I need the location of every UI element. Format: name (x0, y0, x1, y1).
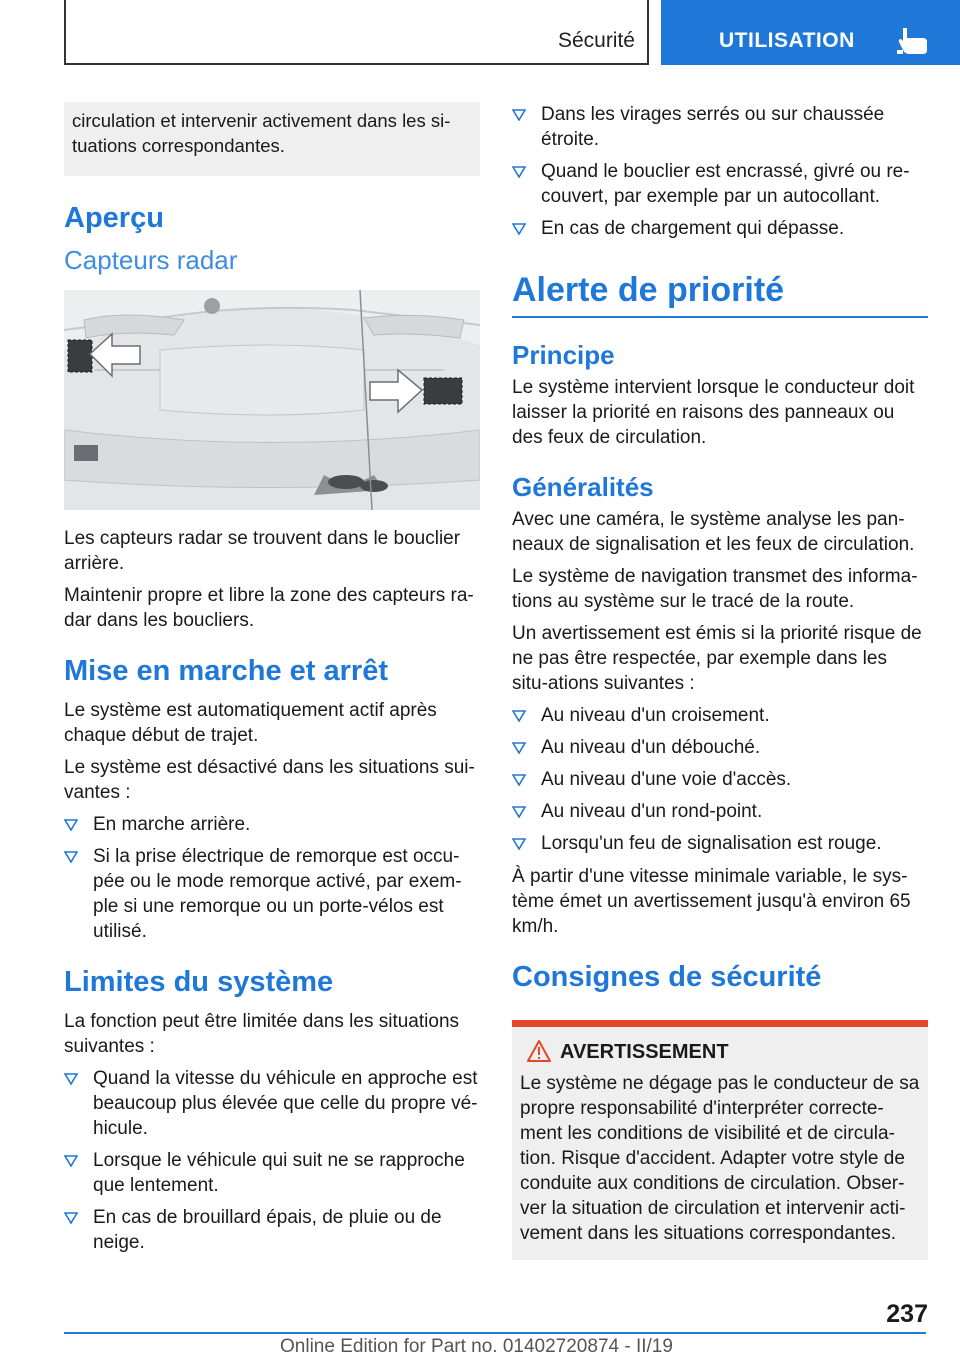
limits-heading: Limites du système (64, 966, 334, 998)
continued-text: circulation et intervenir activement dans les si-tuations correspondantes. (72, 110, 451, 156)
onoff-paragraph-1: Le système est automatiquement actif après chaque début de trajet. (64, 700, 437, 746)
list-item: Dans les virages serrés ou sur chaussée étroite. (512, 102, 928, 152)
triangle-bullet-icon (64, 1073, 78, 1085)
warning-label: AVERTISSEMENT (560, 1041, 729, 1063)
header-chapter-title: UTILISATION (719, 29, 855, 52)
triangle-bullet-icon (64, 851, 78, 863)
rear-bumper-radar-sensors-illustration (64, 290, 480, 510)
list-item: Au niveau d'une voie d'accès. (512, 767, 928, 792)
list-item: Lorsque le véhicule qui suit ne se rapproche que lentement. (64, 1148, 480, 1198)
page-number: 237 (886, 1300, 928, 1328)
triangle-bullet-icon (512, 774, 526, 786)
right-column (512, 102, 928, 1260)
general-paragraph-2: Le système de navigation transmet des informa-tions au système sur le tracé de la route. (512, 566, 918, 612)
warning-triangle-icon (526, 1039, 552, 1063)
header-section-box (64, 0, 649, 65)
priority-alert-heading: Alerte de priorité (512, 271, 928, 318)
triangle-bullet-icon (512, 223, 526, 235)
warning-box (512, 1027, 928, 1260)
radar-paragraph-2: Maintenir propre et libre la zone des capteurs ra-dar dans les boucliers. (64, 585, 474, 631)
general-list (512, 703, 928, 856)
overview-heading: Aperçu (64, 202, 164, 234)
triangle-bullet-icon (512, 109, 526, 121)
list-item: Si la prise électrique de remorque est occu-pée ou le mode remorque activé, par exem-ple si une remorque ou un porte-vélos est utilisé. (64, 844, 480, 944)
general-paragraph-1: Avec une caméra, le système analyse les pan-neaux de signalisation et les feux de circulation. (512, 509, 915, 555)
principle-paragraph: Le système intervient lorsque le conducteur doit laisser la priorité en raisons des panneaux ou des feux de circulation. (512, 377, 915, 448)
continued-box (64, 102, 480, 176)
triangle-bullet-icon (512, 838, 526, 850)
warning-title (520, 1039, 920, 1065)
radar-sensors-heading: Capteurs radar (64, 245, 238, 275)
triangle-bullet-icon (512, 710, 526, 722)
triangle-bullet-icon (512, 806, 526, 818)
limits-paragraph-1: La fonction peut être limitée dans les situations suivantes : (64, 1011, 460, 1057)
radar-paragraph-1: Les capteurs radar se trouvent dans le bouclier arrière. (64, 528, 461, 574)
header-chapter-tab (661, 0, 960, 65)
list-item: Au niveau d'un débouché. (512, 735, 928, 760)
onoff-heading: Mise en marche et arrêt (64, 655, 388, 687)
list-item: En cas de chargement qui dépasse. (512, 216, 928, 241)
hand-pointer-icon (893, 24, 933, 56)
list-item: En marche arrière. (64, 812, 480, 837)
limits-list-continued (512, 102, 928, 241)
onoff-list (64, 812, 480, 944)
limits-list (64, 1066, 480, 1255)
safety-heading: Consignes de sécurité (512, 961, 822, 993)
triangle-bullet-icon (64, 1155, 78, 1167)
list-item: Quand la vitesse du véhicule en approche est beaucoup plus élevée que celle du propre vé-hicule. (64, 1066, 480, 1141)
general-paragraph-4: À partir d'une vitesse minimale variable, le sys-tème émet un avertissement jusqu'à environ 65 km/h. (512, 866, 911, 937)
list-item: Lorsqu'un feu de signalisation est rouge. (512, 831, 928, 856)
header-section-title: Sécurité (557, 29, 635, 52)
principle-heading: Principe (512, 340, 615, 370)
general-paragraph-3: Un avertissement est émis si la priorité risque de ne pas être respectée, par exemple dans les situ-ations suivantes : (512, 623, 922, 694)
footer-edition: Online Edition for Part no. 01402720874 - II/19 (280, 1336, 673, 1357)
onoff-paragraph-2: Le système est désactivé dans les situations sui-vantes : (64, 757, 475, 803)
list-item: Quand le bouclier est encrassé, givré ou re-couvert, par exemple par un autocollant. (512, 159, 928, 209)
triangle-bullet-icon (64, 1212, 78, 1224)
triangle-bullet-icon (512, 166, 526, 178)
left-column (64, 102, 480, 1263)
list-item: Au niveau d'un croisement. (512, 703, 928, 728)
warning-top-bar (512, 1020, 928, 1027)
triangle-bullet-icon (512, 742, 526, 754)
triangle-bullet-icon (64, 819, 78, 831)
list-item: Au niveau d'un rond-point. (512, 799, 928, 824)
footer-divider (64, 1332, 926, 1334)
general-heading: Généralités (512, 472, 654, 502)
list-item: En cas de brouillard épais, de pluie ou de neige. (64, 1205, 480, 1255)
warning-text: Le système ne dégage pas le conducteur de sa propre responsabilité d'interpréter correcte-ment les conditions de visibilité et de circula-tion. Risque d'accident. Adapter votre style de conduite aux conditions de circulation. Obser-ver la situation de circulation et intervenir acti-vement dans les situations correspondantes. (520, 1073, 920, 1244)
